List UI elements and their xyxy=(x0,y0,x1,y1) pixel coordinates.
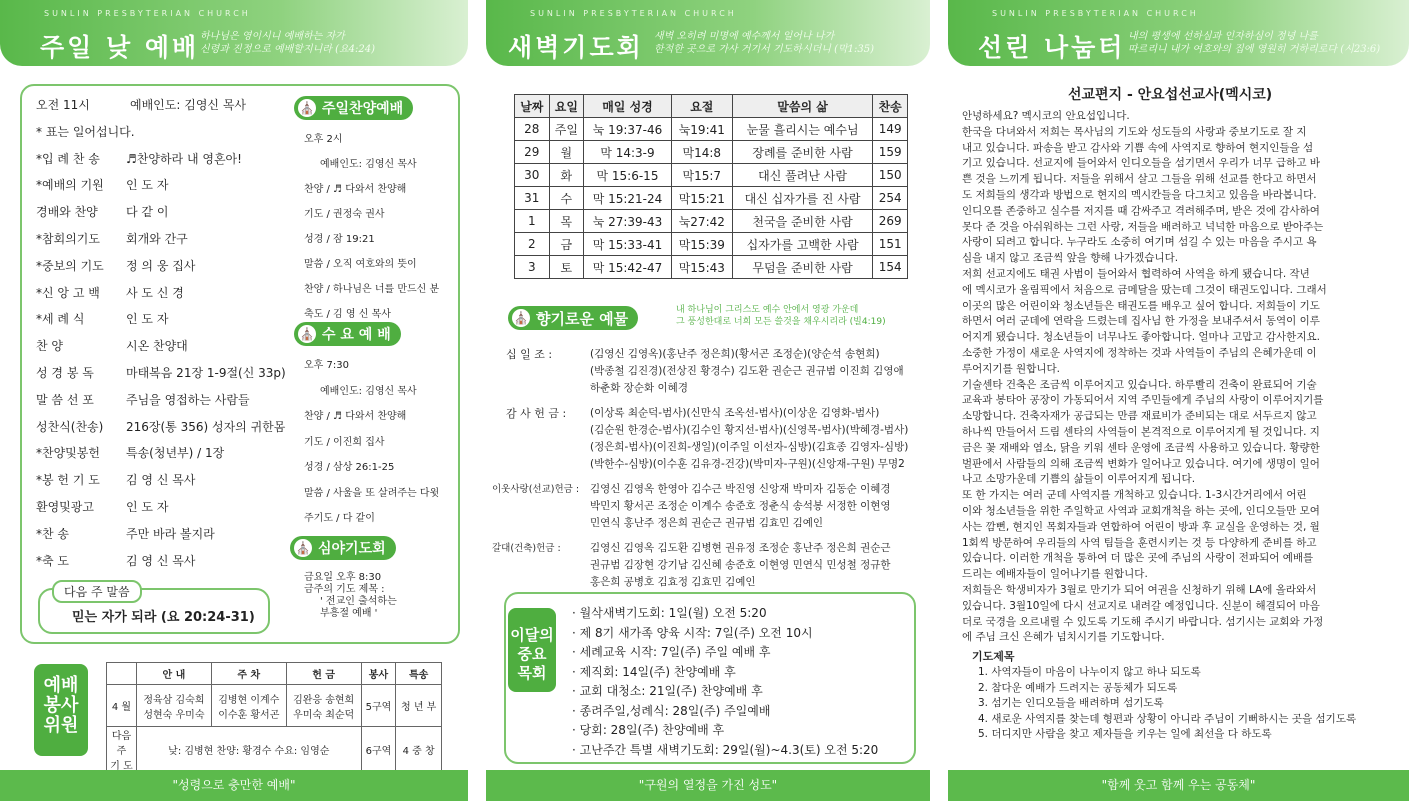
praise-item: 기도 / 권정숙 권사 xyxy=(304,209,385,220)
schedule-row xyxy=(515,256,908,279)
schedule-cell: 막 15:33-41 xyxy=(584,233,672,256)
offering-label: 이웃사랑(선교)헌금 : xyxy=(492,484,580,495)
schedule-row xyxy=(515,141,908,164)
letter-line: 교육과 봉타아 공장이 가동되어서 지역 주민들에게 주님의 사랑이 이루어지기를 xyxy=(962,394,1324,407)
letter-line: 기고 있습니다. 선교지에 들어와서 인디오들을 섬기면서 우리가 너무 급하고 바 xyxy=(962,157,1320,170)
schedule-cell: 1 xyxy=(515,210,550,233)
letter-line: 있습니다. 3월10일에 다시 선교지로 내려갈 예정입니다. 신분이 해결되어 마음 xyxy=(962,599,1320,612)
praise-item: 오후 2시 xyxy=(304,134,343,145)
offering-names: (박종철 김진경)(전상진 황경수) 김도환 권순근 권규범 이진희 김영애 xyxy=(590,365,904,377)
offering-names: 하춘화 장순화 이혜경 xyxy=(590,382,688,394)
wed-item: 오후 7:30 xyxy=(304,360,349,371)
schedule-cell: 무덤을 준비한 사람 xyxy=(732,256,873,279)
schedule-row xyxy=(515,164,908,187)
order-item-value: 마태복음 21장 1-9절(신 33p) xyxy=(126,366,286,380)
wednesday-service-title: ⛪ 수 요 예 배 xyxy=(294,322,401,346)
schedule-cell: 천국을 준비한 사람 xyxy=(732,210,873,233)
schedule-cell: 토 xyxy=(549,256,584,279)
offering-label: 십 일 조 : xyxy=(506,348,553,361)
offering-names: (이상록 최순덕-범사)(신만식 조옥선-범사)(이상운 김영화-범사) xyxy=(590,407,880,419)
church-name: SUNLIN PRESBYTERIAN CHURCH xyxy=(530,9,737,18)
order-item-label: 찬 양 xyxy=(36,339,63,354)
schedule-cell: 154 xyxy=(873,256,908,279)
wed-item: 말씀 / 사울을 또 살려주는 다윗 xyxy=(304,487,440,499)
offering-verse: 내 하나님이 그리스도 예수 안에서 영광 가운데 그 풍성한대로 너희 모든 쓸것을 채우시리라 (빌4:19) xyxy=(676,305,886,327)
night-item: 금요일 오후 8:30 xyxy=(304,572,382,583)
letter-line: 1회씩 방문하여 우리들의 사역 팀들을 훈련시키는 것 등 다양하게 준비를 하고 xyxy=(962,536,1317,549)
letter-line: 인디오를 존중하고 실수를 저지를 때 감싸주고 격려해주며, 받은 것에 감사하여 xyxy=(962,204,1320,217)
next-sermon-text: 믿는 자가 되라 (요 20:24-31) xyxy=(72,610,255,625)
schedule-cell: 십자가를 고백한 사람 xyxy=(732,233,873,256)
schedule-cell: 막15:21 xyxy=(671,187,732,210)
schedule-cell: 3 xyxy=(515,256,550,279)
letter-line: 소망합니다. 건축자재가 공급되는 만큼 재료비가 준비되는 대로 서두르지 않고 xyxy=(962,410,1317,423)
order-item-label: *세 례 식 xyxy=(36,312,85,327)
worship-verse: 하나님은 영이시니 예배하는 자가 신령과 진정으로 예배할지니라 (요4:24) xyxy=(200,31,376,55)
footer-dawn: "구원의 열정을 가진 성도" xyxy=(486,770,930,801)
schedule-cell: 31 xyxy=(515,187,550,210)
letter-line: 저희들은 학생비자가 3월로 만기가 되어 여권을 신청하기 위해 LA에 올라와서 xyxy=(962,584,1317,596)
schedule-cell: 막15:43 xyxy=(671,256,732,279)
schedule-cell: 막15:7 xyxy=(671,164,732,187)
offering-names: (박한수-심방)(이수훈 김유경-건강)(박미자-구원)(신앙재-구원) 무명2 xyxy=(590,458,905,470)
letter-line: 에 멕시코가 올림픽에서 처음으로 금메달을 땄는데 그것이 태권도입니다. 그래서 xyxy=(962,283,1327,296)
worship-banner xyxy=(0,0,468,66)
schedule-header-cell: 날짜 xyxy=(515,95,550,118)
order-item-value: 정 의 웅 집사 xyxy=(126,258,196,273)
letter-line: 안녕하세요? 멕시코의 안요섭입니다. xyxy=(962,110,1130,122)
schedule-cell: 269 xyxy=(873,210,908,233)
order-item-label: *봉 헌 기 도 xyxy=(36,473,100,488)
order-item-label: *참회의기도 xyxy=(36,232,100,246)
schedule-header-cell: 말씀의 삶 xyxy=(732,95,873,118)
event-item: · 월삭새벽기도회: 1일(월) 오전 5:20 xyxy=(572,606,767,620)
letter-line: 도 저희들의 생각과 방법으로 현지의 멕시칸들을 다그치고 있음을 바라봅니다. xyxy=(962,189,1317,201)
schedule-cell: 눅 19:37-46 xyxy=(584,118,672,141)
schedule-cell: 눈물 흘리시는 예수님 xyxy=(732,118,873,141)
event-item: · 교회 대청소: 21일(주) 찬양예배 후 xyxy=(572,684,763,698)
event-item: · 당회: 28일(주) 찬양예배 후 xyxy=(572,723,725,737)
letter-line: 하나씩 만들어서 드림 센타의 사역들이 본격적으로 이루어지게 될 것입니다. 지 xyxy=(962,426,1320,438)
offering-names: 민연식 홍난주 정은희 권순근 권규범 김효민 김예인 xyxy=(590,517,824,529)
schedule-cell: 28 xyxy=(515,118,550,141)
schedule-header-row xyxy=(515,95,908,118)
dawn-verse: 새벽 오히려 미명에 예수께서 일어나 나가 한적한 곳으로 가사 거기서 기도하시더니 (막1:35) xyxy=(654,31,875,55)
schedule-cell: 151 xyxy=(873,233,908,256)
letter-line: 있습니다. 이러한 개척을 통하여 더 많은 곳에 주님의 사랑이 전파되어 예배를 xyxy=(962,552,1314,565)
order-item-value: 다 같 이 xyxy=(126,205,169,220)
order-item-label: *중보의 기도 xyxy=(36,258,104,273)
schedule-cell: 수 xyxy=(549,187,584,210)
letter-line: 나고 소망가운데 기쁨의 삶들이 이루어지게 됩니다. xyxy=(962,473,1196,486)
order-item-value: 김 영 신 목사 xyxy=(126,473,196,488)
offering-label: 갈대(건축)헌금 : xyxy=(492,543,561,554)
schedule-cell: 눅19:41 xyxy=(671,118,732,141)
wed-item: 예배인도: 김영신 목사 xyxy=(320,385,417,397)
night-item: 부흥절 예배 ' xyxy=(320,608,378,619)
schedule-cell: 대신 십자가를 진 사람 xyxy=(732,187,873,210)
order-item-value: 특송(청년부) / 1장 xyxy=(126,446,225,461)
footer-worship: "성령으로 충만한 예배" xyxy=(0,770,468,801)
schedule-cell: 대신 풀려난 사람 xyxy=(732,164,873,187)
schedule-cell: 장례를 준비한 사람 xyxy=(732,141,873,164)
event-item: · 종려주일,성례식: 28일(주) 주일예배 xyxy=(572,703,771,718)
schedule-cell: 금 xyxy=(549,233,584,256)
dawn-banner xyxy=(486,0,930,66)
letter-line: 이와 청소년들을 위한 주일학교 사역과 교회개척을 하는 곳에, 인디오들만 모여 xyxy=(962,505,1320,517)
wed-item: 찬양 / ♬ 다와서 찬양해 xyxy=(304,411,407,422)
order-item-value: 시온 찬양대 xyxy=(126,339,188,354)
letter-line: 못다 준 것을 아쉬워하는 그런 사랑, 저들을 배려하고 넉넉한 마음으로 받아주는 xyxy=(962,220,1324,233)
letter-line: 기술센타 건축은 조금씩 이루어지고 있습니다. 하루빨리 건축이 완료되어 기술 xyxy=(962,378,1317,391)
night-item: ' 전교인 출석하는 xyxy=(320,596,397,607)
duty-row-next-prayer: 다음주 기 도 낮: 김병현 찬양: 황경수 수요: 임영순 6구역 4 중 창 xyxy=(107,727,442,771)
prayer-topic: 5. 더디지만 사람을 찾고 제자들을 키우는 일에 최선을 다 하도록 xyxy=(978,728,1272,740)
wed-item: 주기도 / 다 같이 xyxy=(304,513,375,524)
order-item-label: *찬 송 xyxy=(36,526,69,541)
letter-line: 금은 꽃 재배와 염소, 닭을 키워 센타 운영에 조금씩 사용하고 있습니다. 황량한 xyxy=(962,441,1320,454)
worship-title: 주일 낮 예배 xyxy=(40,33,200,62)
schedule-header-cell: 찬송 xyxy=(873,95,908,118)
order-item-label: 말 씀 선 포 xyxy=(36,392,94,407)
offering-names: 김영신 김영옥 김도환 김병현 권유정 조정순 홍난주 정은희 권순근 xyxy=(590,542,891,554)
order-item-label: 경배와 찬양 xyxy=(36,205,98,220)
letter-line: 한국을 다녀와서 저희는 목사님의 기도와 성도들의 사랑과 중보기도로 잘 지 xyxy=(962,125,1307,138)
church-icon: ⛪ xyxy=(295,541,311,555)
offering-names: 홍은희 공병호 김효정 김효민 김예인 xyxy=(590,576,756,588)
letter-line: 더로 국경을 오르내릴 수 있도록 기도해 주시기 바랍니다. 섬기시는 교회와 가정 xyxy=(962,615,1324,628)
letter-line: 에 주님 크신 은혜가 넘치시기를 기도합니다. xyxy=(962,631,1165,644)
church-icon: ⛪ xyxy=(299,327,315,341)
night-item: 금주의 기도 제목 : xyxy=(304,584,385,595)
schedule-cell: 화 xyxy=(549,164,584,187)
letter-line: 루어지기를 원합니다. xyxy=(962,362,1060,375)
letter-line: 어지게 됐습니다. 청소년들이 너무나도 좋아합니다. 얼마나 고맙고 감사한지요. xyxy=(962,331,1320,344)
sharing-banner xyxy=(948,0,1409,66)
schedule-cell: 159 xyxy=(873,141,908,164)
letter-line: 쁜 것을 느끼게 됩니다. 저들을 위해서 살고 그들을 위해 선교를 한다고 하면서 xyxy=(962,173,1317,186)
order-item-label: *축 도 xyxy=(36,553,69,568)
order-item-label: *신 앙 고 백 xyxy=(36,285,100,300)
worship-panel xyxy=(0,0,468,770)
schedule-cell: 29 xyxy=(515,141,550,164)
letter-line: 벌판에서 사람들의 의해 조금씩 변화가 일어나고 있습니다. 여기에 생명이 일어 xyxy=(962,457,1320,470)
schedule-row xyxy=(515,233,908,256)
duty-header-row: 안 내 주 차 헌 금 봉사 특송 xyxy=(107,663,442,685)
letter-line: 소중한 가정이 새로운 사역지에 정착하는 것과 사역들이 주님의 은혜가운데 이 xyxy=(962,347,1317,359)
schedule-cell: 149 xyxy=(873,118,908,141)
prayer-topic: 3. 섬기는 인디오들을 배려하며 섬기도록 xyxy=(978,697,1164,709)
schedule-cell: 눅27:42 xyxy=(671,210,732,233)
schedule-cell: 막15:39 xyxy=(671,233,732,256)
letter-line: 이곳의 많은 어린이와 청소년들은 태권도를 배우고 싶어 합니다. 저희들이 기도 xyxy=(962,299,1320,312)
praise-item: 말씀 / 오직 여호와의 뜻이 xyxy=(304,259,417,270)
church-name: SUNLIN PRESBYTERIAN CHURCH xyxy=(992,9,1199,18)
schedule-cell: 눅 27:39-43 xyxy=(584,210,672,233)
letter-line: 사는 깜뻔, 현지인 목회자들과 연합하여 어린이 방과 후 교실을 운영하는 것, 월 xyxy=(962,520,1320,533)
order-item-value: 주만 바라 볼지라 xyxy=(126,526,215,541)
letter-line: 심을 내지 않고 조금씩 앞을 향해 나가겠습니다. xyxy=(962,252,1179,265)
offering-names: (김영신 김영옥)(홍난주 정은희)(황서곤 조정순)(양순석 송현희) xyxy=(590,348,880,360)
schedule-row xyxy=(515,187,908,210)
service-committee-label: 예배 봉사 위원 xyxy=(34,664,88,756)
order-item-label: * 표는 일어섭니다. xyxy=(36,124,135,139)
schedule-cell: 2 xyxy=(515,233,550,256)
schedule-cell: 막 14:3-9 xyxy=(584,141,672,164)
offering-names: 박민지 황서곤 조정순 이계수 송준호 정춘식 송석봉 서정한 이현영 xyxy=(590,500,891,512)
dawn-title: 새벽기도회 xyxy=(508,33,644,62)
sharing-title: 선린 나눔터 xyxy=(978,33,1126,62)
event-item: · 고난주간 특별 새벽기도회: 29일(월)~4.3(토) 오전 5:20 xyxy=(572,742,879,757)
prayer-topic: 2. 참다운 예배가 드려지는 공동체가 되도록 xyxy=(978,681,1178,694)
order-item-label: *예배의 기원 xyxy=(36,178,104,193)
schedule-cell: 254 xyxy=(873,187,908,210)
praise-item: 찬양 / 하나님은 너를 만드신 분 xyxy=(304,284,440,295)
order-item-value: 김 영 신 목사 xyxy=(126,553,196,568)
order-item-value: 인 도 자 xyxy=(126,312,169,327)
schedule-header-cell: 매일 성경 xyxy=(584,95,672,118)
schedule-header-cell: 요일 xyxy=(549,95,584,118)
schedule-cell: 30 xyxy=(515,164,550,187)
event-item: · 제 8기 새가족 양육 시작: 7일(주) 오전 10시 xyxy=(572,625,813,640)
event-item: · 세례교육 시작: 7일(주) 주일 예배 후 xyxy=(572,645,771,659)
schedule-cell: 막 15:42-47 xyxy=(584,256,672,279)
order-item-label: *찬양및봉헌 xyxy=(36,446,100,461)
order-item-value: 사 도 신 경 xyxy=(126,285,184,300)
schedule-cell: 150 xyxy=(873,164,908,187)
schedule-cell: 목 xyxy=(549,210,584,233)
offering-names: 김영신 김영옥 한영아 김수근 박진영 신앙재 박미자 김동순 이혜경 xyxy=(590,483,891,495)
schedule-cell: 주일 xyxy=(549,118,584,141)
order-item-value: 216장(통 356) 성자의 귀한몸 xyxy=(126,419,286,434)
prayer-topics-title: 기도제목 xyxy=(972,650,1015,663)
dawn-prayer-panel xyxy=(486,0,930,770)
offering-label: 감 사 헌 금 : xyxy=(506,407,567,420)
church-icon: ⛪ xyxy=(299,101,315,115)
order-item-value: 주님을 영접하는 사람들 xyxy=(126,392,250,407)
order-item-value: 회개와 간구 xyxy=(126,232,188,246)
dawn-schedule-table xyxy=(514,94,908,279)
letter-line: 저희 선교지에도 태권 사범이 들어와서 협력하여 사역을 하게 됐습니다. 작년 xyxy=(962,268,1310,280)
schedule-header-cell: 요절 xyxy=(671,95,732,118)
letter-line: 내고 있습니다. 파송을 받고 감사와 기쁨 속에 사역지로 향하여 현지인들을 섬 xyxy=(962,141,1314,154)
schedule-row xyxy=(515,118,908,141)
offering-title: ⛪ 향기로운 예물 xyxy=(508,306,638,330)
praise-item: 성경 / 잠 19:21 xyxy=(304,234,375,245)
praise-item: 예배인도: 김영신 목사 xyxy=(320,159,417,170)
schedule-cell: 막14:8 xyxy=(671,141,732,164)
prayer-topic: 1. 사역자들이 마음이 나누이지 않고 하나 되도록 xyxy=(978,666,1201,678)
church-name: SUNLIN PRESBYTERIAN CHURCH xyxy=(44,9,251,18)
offering-names: (정은희-범사)(이진희-생일)(이주일 이선자-심방)(김효종 김영자-심방) xyxy=(590,441,909,453)
mission-letter-title: 선교편지 - 안요섭선교사(멕시코) xyxy=(1068,87,1273,103)
order-item-label: *입 례 찬 송 xyxy=(36,151,100,166)
next-sermon-label: 다음 주 말씀 xyxy=(52,580,142,603)
offering-names: 권규범 김장현 강기남 김신혜 송준호 이현영 민연식 민성철 정규한 xyxy=(590,559,891,571)
wed-item: 기도 / 이진희 집사 xyxy=(304,436,385,448)
letter-line: 드리는 예배자들이 일어나기를 원합니다. xyxy=(962,568,1148,581)
order-item-value: 예배인도: 김영신 목사 xyxy=(130,98,247,112)
sharing-panel xyxy=(948,0,1409,770)
praise-item: 축도 / 김 영 신 목사 xyxy=(304,309,391,320)
schedule-cell: 월 xyxy=(549,141,584,164)
prayer-topic: 4. 새로운 사역지를 찾는데 형편과 상황이 아니라 주님이 기뻐하시는 곳을 섬기도록 xyxy=(978,712,1357,725)
praise-item: 찬양 / ♬ 다와서 찬양해 xyxy=(304,184,407,195)
footer-sharing: "함께 웃고 함께 우는 공동체" xyxy=(948,770,1409,801)
order-item-label: 오전 11시 xyxy=(36,98,90,112)
offering-names: (김순원 한경순-범사)(김수인 황지선-범사)(신영목-범사)(박혜경-범사) xyxy=(590,424,909,436)
letter-line: 사랑이 되려고 합니다. 누구라도 소중히 여기며 섬길 수 있는 마음을 주시고 욕 xyxy=(962,236,1317,249)
duty-row-april: 4 월 정육삼 김숙희 성현숙 우미숙 김병현 이계수 이수훈 황서곤 김완응 송현희 우미숙 최순덕 5구역 청 년 부 xyxy=(107,685,442,727)
letter-line: 또 한 가지는 여러 군데 사역지를 개척하고 있습니다. 1-3시간거리에서 어린 xyxy=(962,489,1307,502)
order-item-value: 인 도 자 xyxy=(126,500,169,514)
night-prayer-title: ⛪ 심야기도회 xyxy=(290,536,396,560)
duty-table xyxy=(106,662,442,770)
order-item-label: 성 경 봉 독 xyxy=(36,366,94,380)
order-item-label: 성찬식(찬송) xyxy=(36,419,104,434)
schedule-row xyxy=(515,210,908,233)
schedule-cell: 막 15:6-15 xyxy=(584,164,672,187)
wed-item: 성경 / 삼상 26:1-25 xyxy=(304,462,395,473)
letter-line: 하면서 여러 군데에 연락을 드렸는데 집사님 한 가정을 보내주셔서 동역이 이루 xyxy=(962,315,1320,328)
praise-service-title: ⛪ 주일찬양예배 xyxy=(294,96,413,120)
church-icon: ⛪ xyxy=(513,311,529,325)
sharing-verse: 내의 평생에 선하심과 인자하심이 정녕 나를 따르리니 내가 여호와의 집에 영원히 거하리로다 (시23:6) xyxy=(1128,31,1381,55)
schedule-cell: 막 15:21-24 xyxy=(584,187,672,210)
monthly-events-label: 이달의 중요 목회 xyxy=(508,608,556,692)
order-item-value: ♬찬양하라 내 영혼아! xyxy=(126,151,242,166)
order-item-label: 환영및광고 xyxy=(36,500,94,514)
order-item-value: 인 도 자 xyxy=(126,178,169,193)
event-item: · 제직회: 14일(주) 찬양예배 후 xyxy=(572,664,736,679)
